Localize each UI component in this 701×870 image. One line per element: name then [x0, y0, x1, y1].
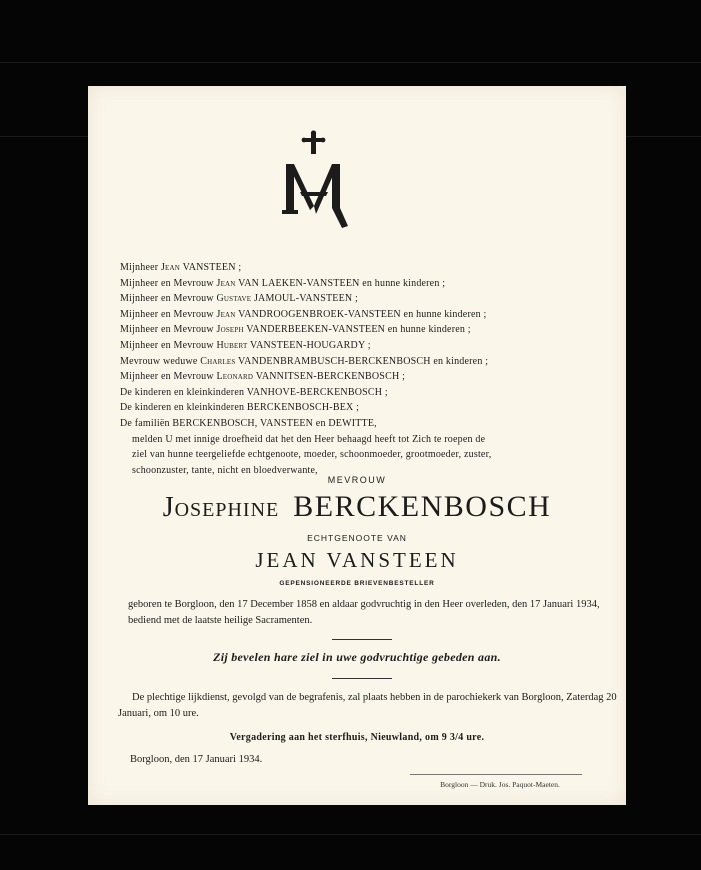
- marian-monogram-icon: [280, 130, 350, 234]
- funeral-service-text: De plechtige lijkdienst, gevolgd van de begrafenis, zal plaats hebben in de parochiekerk van Borgloon, Zaterdag 20 Januari, om 10 ure.: [118, 692, 617, 719]
- deceased-first-name: Josephine: [162, 492, 280, 523]
- family-line-prefix: ziel van hunne teergeliefde echtgenoote, moeder, schoonmoeder, grootmoeder, zuster,: [132, 449, 492, 461]
- family-line-firstname: Jean: [216, 308, 236, 320]
- family-line-firstname: Jean: [216, 277, 236, 289]
- spouse-label: ECHTGENOOTE VAN: [307, 533, 407, 543]
- family-line: [120, 276, 620, 292]
- family-line: [120, 369, 620, 385]
- family-line-surname: VANDROOGENBROEK-VANSTEEN en hunne kinderen ;: [235, 308, 487, 320]
- family-line-surname: VANDERBEEKEN-VANSTEEN en hunne kinderen ;: [243, 324, 471, 336]
- family-line-surname: VANSTEEN ;: [180, 262, 242, 273]
- family-line-firstname: Joseph: [216, 324, 244, 336]
- family-line: [120, 291, 620, 307]
- family-line-prefix: melden U met innige droefheid dat het den Heer behaagd heeft tot Zich te roepen de: [132, 433, 486, 445]
- birth-death-text: geboren te Borgloon, den 17 December 1858 en aldaar godvruchtig in den Heer overleden, den 17 Januari 1934, bediend met de laatste heilige Sacramenten.: [128, 599, 600, 626]
- family-line: [120, 432, 620, 448]
- prayer-text: Zij bevelen hare ziel in uwe godvruchtige gebeden aan.: [213, 650, 501, 664]
- family-line-firstname: Gustave: [216, 293, 252, 305]
- family-line-prefix: De kinderen en kleinkinderen: [120, 386, 247, 398]
- spouse-name: JEAN VANSTEEN: [255, 548, 459, 572]
- printer-credit: Borgloon — Druk. Jos. Paquot-Maeten.: [440, 780, 560, 789]
- family-line-firstname: Charles: [200, 355, 236, 367]
- family-line-surname: VANDENBRAMBUSCH-BERCKENBOSCH en kinderen ;: [235, 355, 489, 367]
- family-line: [120, 260, 620, 276]
- family-line-firstname: Leonard: [216, 371, 254, 383]
- family-line-prefix: De kinderen en kleinkinderen: [120, 402, 247, 414]
- family-line-firstname: Jean: [160, 262, 181, 273]
- family-line-prefix: Mevrouw weduwe: [120, 355, 201, 367]
- family-list: [120, 260, 620, 478]
- spouse-role: GEPENSIONEERDE BRIEVENBESTELLER: [279, 580, 435, 587]
- family-line-surname: VAN LAEKEN-VANSTEEN en hunne kinderen ;: [235, 277, 446, 289]
- memorial-card: [88, 86, 626, 805]
- deceased-name: [88, 490, 626, 524]
- family-line-surname: VANHOVE-BERCKENBOSCH ;: [246, 386, 388, 398]
- family-line-prefix: schoonzuster, tante, nicht en bloedverwante,: [132, 464, 318, 476]
- family-line-prefix: Mijnheer en Mevrouw: [120, 308, 217, 320]
- family-line-prefix: Mijnheer en Mevrouw: [120, 293, 217, 305]
- family-line-prefix: Mijnheer en Mevrouw: [120, 371, 217, 383]
- family-line-surname: BERCKENBOSCH-BEX ;: [246, 402, 360, 414]
- family-line: [120, 322, 620, 338]
- family-line: [120, 307, 620, 323]
- divider: [332, 639, 392, 640]
- divider: [332, 678, 392, 679]
- scan-line: [0, 834, 701, 835]
- family-line: [120, 447, 620, 463]
- family-line-surname: JAMOUL-VANSTEEN ;: [251, 293, 359, 305]
- deceased-title: MEVROUW: [327, 475, 387, 485]
- family-line: [120, 400, 620, 416]
- family-line-surname: BERCKENBOSCH, VANSTEEN en DEWITTE,: [172, 417, 377, 429]
- scan-line: [0, 62, 701, 63]
- gathering-text: Vergadering aan het sterfhuis, Nieuwland, om 9 3/4 ure.: [229, 732, 485, 743]
- family-line-firstname: Hubert: [216, 339, 248, 351]
- family-line-prefix: Mijnheer en Mevrouw: [120, 277, 217, 289]
- deceased-last-name: BERCKENBOSCH: [293, 490, 552, 523]
- family-line: [120, 385, 620, 401]
- family-line-prefix: Mijnheer: [120, 262, 161, 273]
- family-line-prefix: Mijnheer en Mevrouw: [120, 339, 217, 351]
- place-date: Borgloon, den 17 Januari 1934.: [130, 754, 263, 765]
- family-line-surname: VANSTEEN-HOUGARDY ;: [247, 339, 371, 351]
- family-line-surname: VANNITSEN-BERCKENBOSCH ;: [253, 371, 406, 383]
- family-line: [120, 354, 620, 370]
- family-line-prefix: De familiën: [120, 417, 173, 429]
- family-line-prefix: Mijnheer en Mevrouw: [120, 324, 217, 336]
- family-line: [120, 416, 620, 432]
- family-line: [120, 338, 620, 354]
- divider: [410, 774, 582, 775]
